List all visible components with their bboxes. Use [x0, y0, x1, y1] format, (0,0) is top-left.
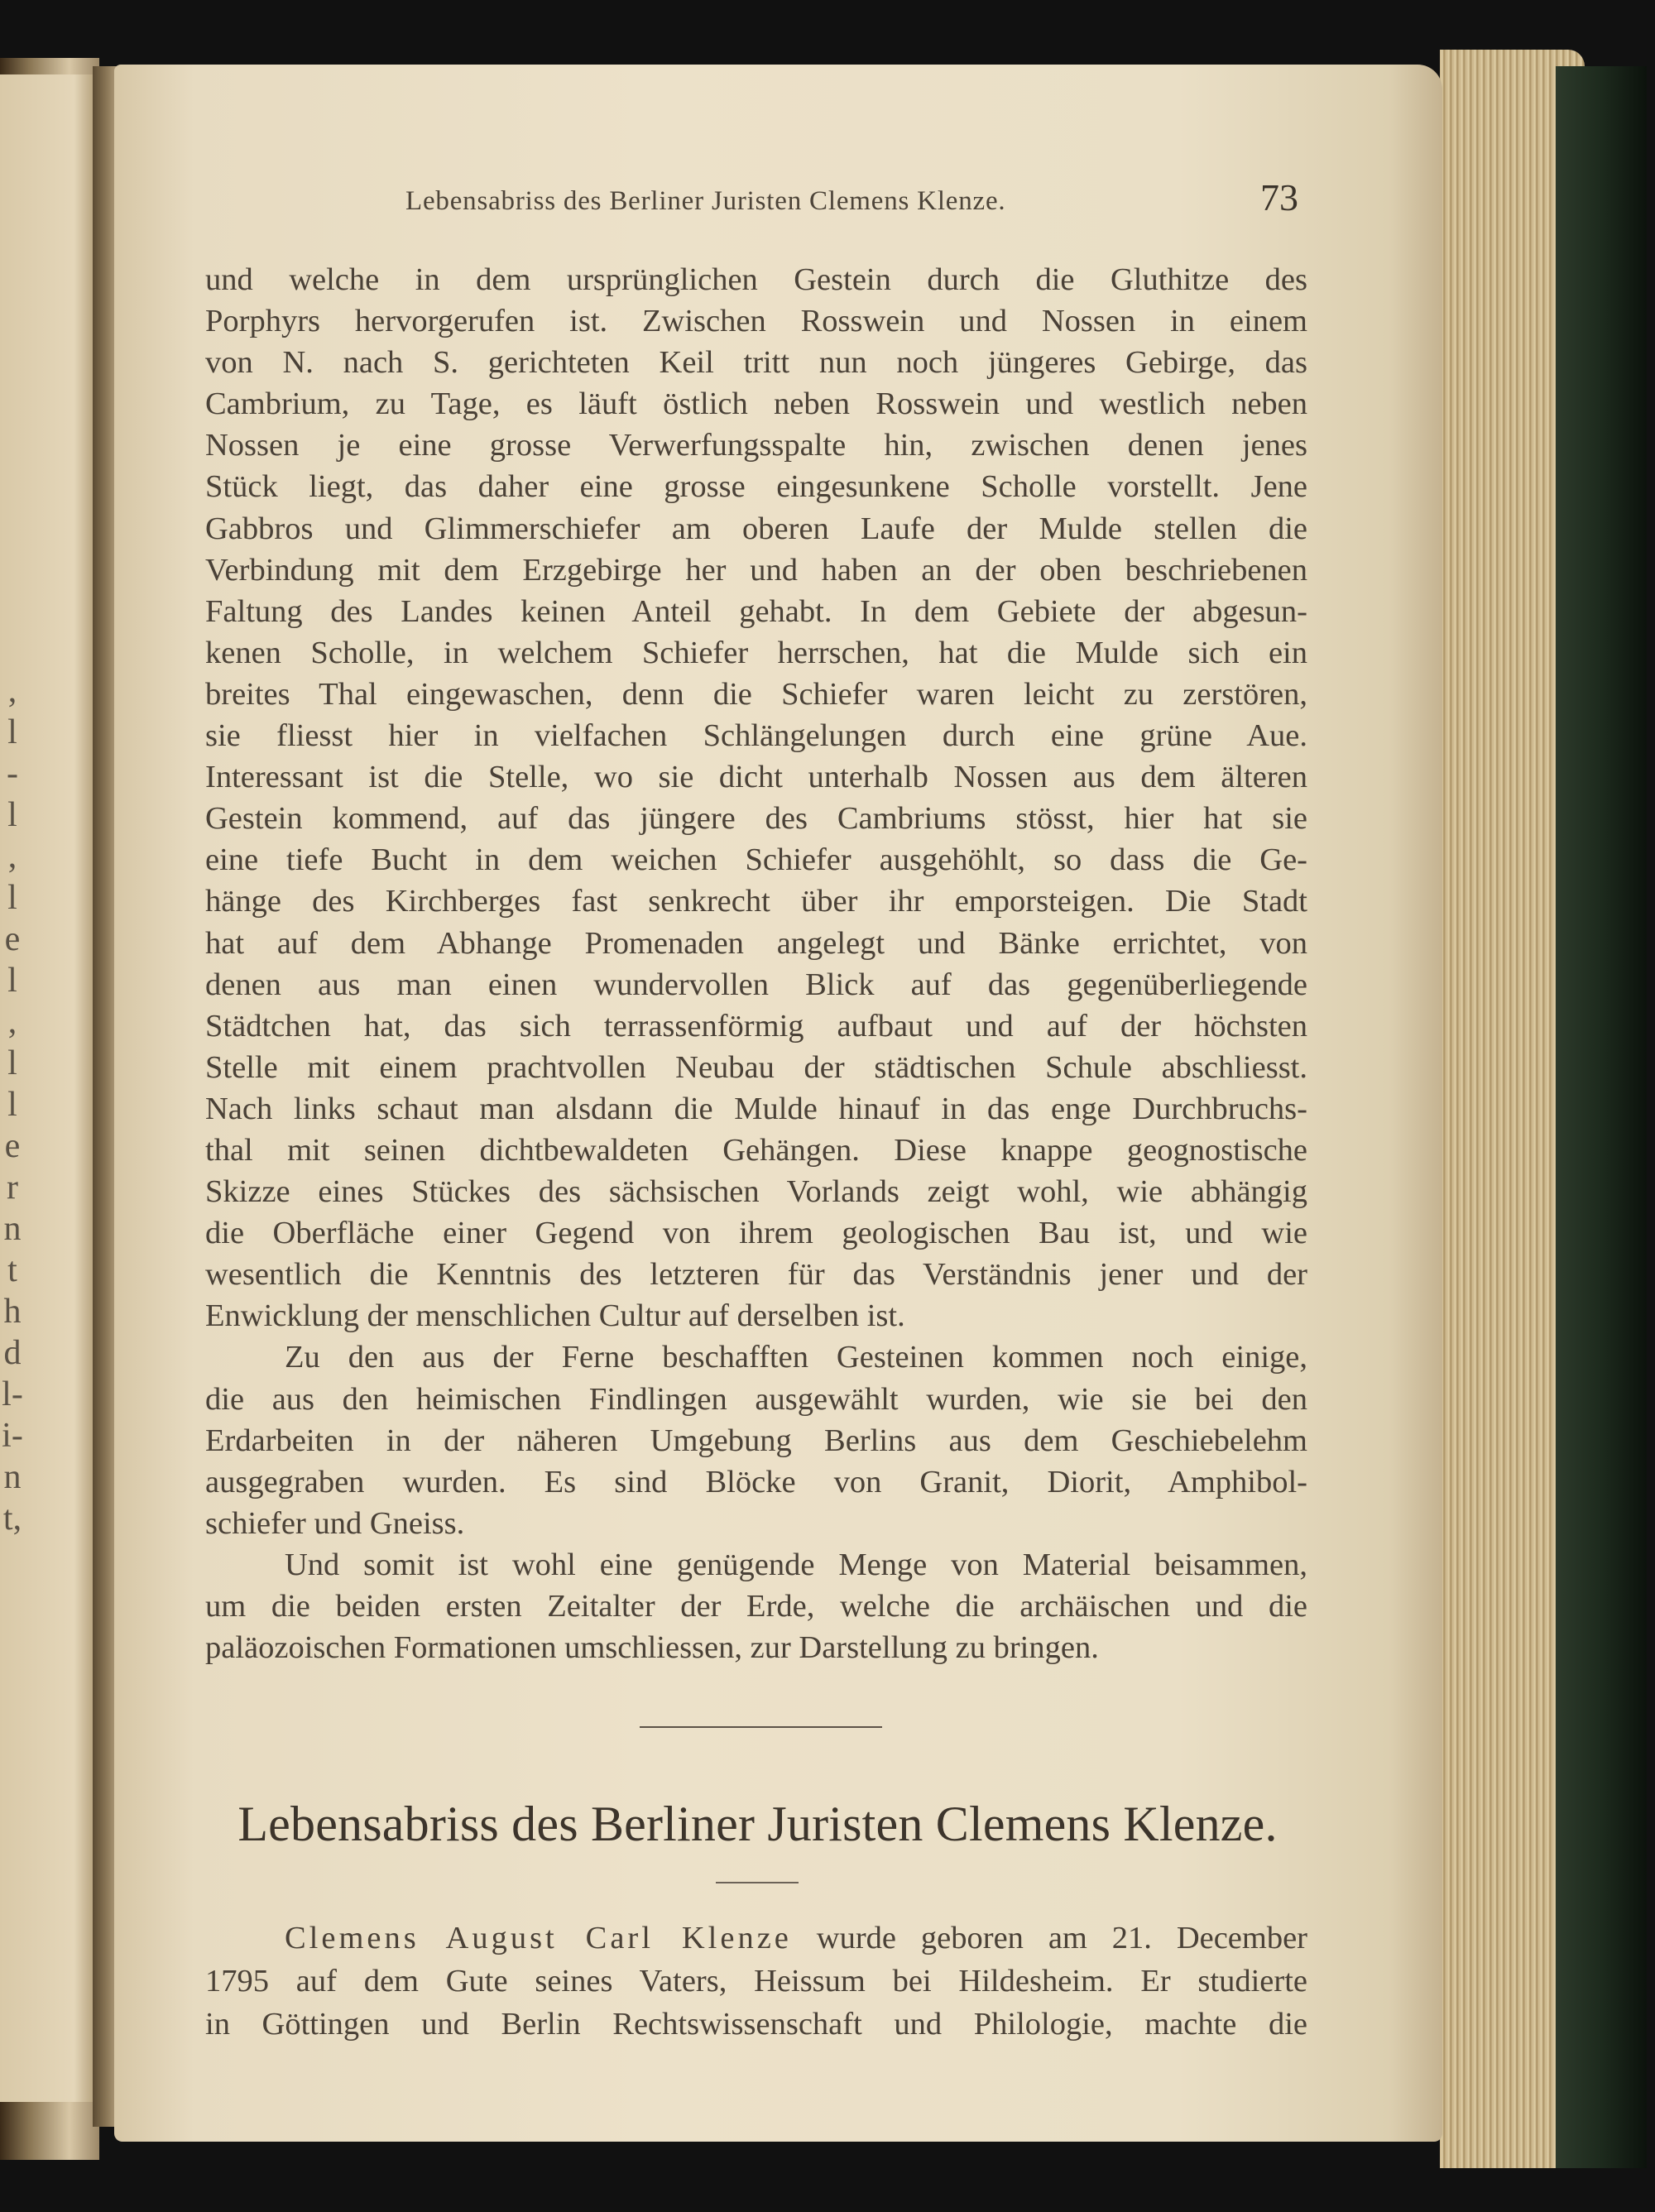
text-line: Gabbros und Glimmerschiefer am oberen Laufe der Mulde stellen die — [205, 511, 1307, 546]
previous-page-char: l — [7, 713, 17, 751]
text-line: schiefer und Gneiss. — [205, 1505, 465, 1541]
text-line: sie fliesst hier in vielfachen Schlängelungen durch eine grüne Aue. — [205, 718, 1307, 754]
text-line: Stück liegt, das daher eine grosse eingesunkene Scholle vorstellt. Jene — [205, 469, 1307, 505]
previous-page-char: e — [4, 920, 21, 958]
text-line: Interessant ist die Stelle, wo sie dicht unterhalb Nossen aus dem älteren — [205, 760, 1307, 795]
previous-page-char: , — [7, 1003, 17, 1041]
previous-page-char: t — [7, 1251, 17, 1289]
book-cover-right — [1556, 66, 1647, 2168]
text-line: in Göttingen und Berlin Rechtswissenschaft und Philologie, machte die — [205, 2007, 1307, 2042]
text-line — [205, 1917, 1307, 1960]
previous-page-char: l — [7, 879, 17, 917]
text-line: Nach links schaut man alsdann die Mulde hinauf in das enge Durchbruchs- — [205, 1091, 1307, 1126]
previous-page-char: r — [7, 1168, 18, 1207]
previous-page-char: l- — [2, 1375, 23, 1413]
text-line: denen aus man einen wundervollen Blick auf das gegenüberliegende — [205, 967, 1307, 1002]
text-line: um die beiden ersten Zeitalter der Erde, welche die archäischen und die — [205, 1589, 1307, 1624]
text-line: Erdarbeiten in der näheren Umgebung Berlins aus dem Geschiebelehm — [205, 1423, 1307, 1458]
text-line: Stelle mit einem prachtvollen Neubau der städtischen Schule abschliesst. — [205, 1049, 1307, 1085]
text-line: kenen Scholle, in welchem Schiefer herrschen, hat die Mulde sich ein — [205, 635, 1307, 670]
text-line: breites Thal eingewaschen, denn die Schiefer waren leicht zu zerstören, — [205, 676, 1307, 712]
person-name: Clemens August Carl Klenze — [285, 1921, 792, 1955]
previous-page-char: n — [3, 1210, 22, 1248]
previous-page-char: n — [3, 1458, 22, 1496]
previous-page-char: , — [7, 672, 17, 710]
text-line: Cambrium, zu Tage, es läuft östlich neben Rosswein und westlich neben — [205, 386, 1307, 422]
text-line: die Oberfläche einer Gegend von ihrem geologischen Bau ist, und wie — [205, 1216, 1307, 1251]
text-line: Nossen je eine grosse Verwerfungsspalte hin, zwischen denen jenes — [205, 428, 1307, 463]
article-body — [205, 1917, 1307, 2046]
text-line: Verbindung mit dem Erzgebirge her und haben an der oben beschriebenen — [205, 552, 1307, 588]
text-line: hat auf dem Abhange Promenaden angelegt und Bänke errichtet, von — [205, 925, 1307, 961]
text-line: hänge des Kirchberges fast senkrecht über ihr emporsteigen. Die Stadt — [205, 884, 1307, 919]
text-line: Zu den aus der Ferne beschafften Gesteinen kommen noch einige, — [285, 1340, 1307, 1375]
previous-page-char: i- — [2, 1417, 23, 1455]
text-line: Städtchen hat, das sich terrassenförmig aufbaut und auf der höchsten — [205, 1008, 1307, 1044]
text-line: eine tiefe Bucht in dem weichen Schiefer ausgehöhlt, so dass die Ge- — [205, 842, 1307, 878]
body-text — [205, 259, 1307, 1668]
text-line: Porphyrs hervorgerufen ist. Zwischen Rosswein und Nossen in einem — [205, 304, 1307, 339]
text-line: Faltung des Landes keinen Anteil gehabt. In dem Gebiete der abgesun- — [205, 593, 1307, 629]
text-line: und welche in dem ursprünglichen Gestein durch die Gluthitze des — [205, 262, 1307, 297]
previous-page-edge — [0, 74, 93, 2102]
running-header: Lebensabriss des Berliner Juristen Clemens Klenze. — [405, 186, 1006, 216]
text-line: Gestein kommend, auf das jüngere des Cambriums stösst, hier hat sie — [205, 801, 1307, 837]
previous-page-char: l — [7, 1044, 17, 1082]
previous-page-char: t, — [2, 1499, 22, 1538]
previous-page-char: l — [7, 962, 17, 1000]
previous-page-cut-text — [0, 670, 25, 1539]
text-line: von N. nach S. gerichteten Keil tritt nun noch jüngeres Gebirge, das — [205, 345, 1307, 381]
section-divider — [640, 1726, 882, 1728]
text-line: paläozoischen Formationen umschliessen, zur Darstellung zu bringen. — [205, 1630, 1099, 1666]
previous-page-char: e — [4, 1127, 21, 1165]
text-line: 1795 auf dem Gute seines Vaters, Heissum bei Hildesheim. Er studierte — [205, 1964, 1307, 1998]
title-underline — [716, 1882, 799, 1883]
previous-page-char: l — [7, 796, 17, 834]
previous-page-char: h — [3, 1293, 22, 1331]
previous-page-char: - — [7, 755, 18, 793]
text-line: Skizze eines Stückes des sächsischen Vorlands zeigt wohl, wie abhängig — [205, 1174, 1307, 1210]
text-line: Und somit ist wohl eine genügende Menge von Material beisammen, — [285, 1547, 1307, 1582]
previous-page-char: , — [7, 837, 17, 876]
text-line: ausgegraben wurden. Es sind Blöcke von Granit, Diorit, Amphibol- — [205, 1464, 1307, 1499]
article-title: Lebensabriss des Berliner Juristen Clemens Klenze. — [237, 1797, 1278, 1851]
previous-page-char: l — [7, 1086, 17, 1124]
text-line: Enwicklung der menschlichen Cultur auf derselben ist. — [205, 1298, 905, 1334]
text-line: die aus den heimischen Findlingen ausgewählt wurden, wie sie bei den — [205, 1381, 1307, 1417]
text-line: thal mit seinen dichtbewaldeten Gehängen. Diese knappe geognostische — [205, 1132, 1307, 1168]
text-line: wesentlich die Kenntnis des letzteren für das Verständnis jener und der — [205, 1257, 1307, 1293]
previous-page-char: d — [3, 1334, 22, 1372]
text-fragment: wurde geboren am 21. December — [791, 1921, 1308, 1955]
page-number: 73 — [1260, 176, 1298, 218]
